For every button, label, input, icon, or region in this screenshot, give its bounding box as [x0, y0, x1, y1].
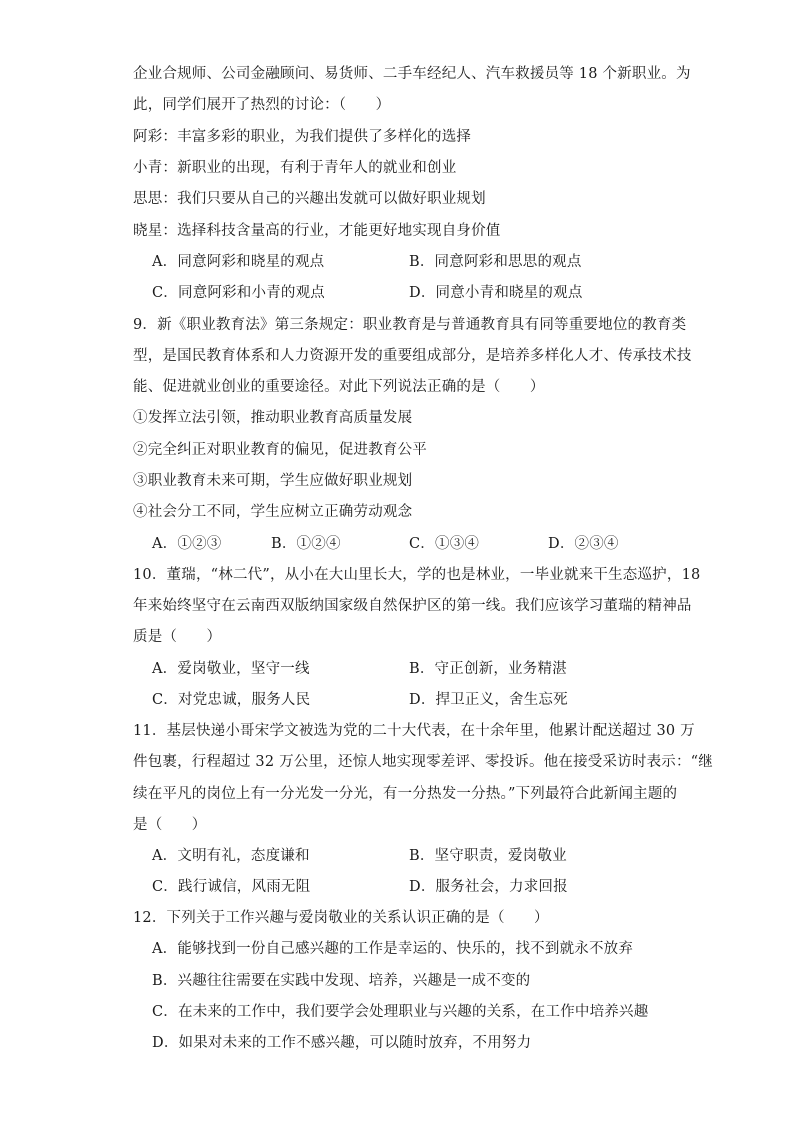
q10-option-b: B．守正创新，业务精湛 [409, 661, 567, 677]
q10-stem-line1: 10．董瑞，“林二代”，从小在大山里长大，学的也是林业，一毕业就来干生态巡护，18 [133, 567, 701, 583]
q9-stem-line1: 9．新《职业教育法》第三条规定：职业教育是与普通教育具有同等重要地位的教育类 [133, 317, 687, 333]
q9-statement-1: ①发挥立法引领，推动职业教育高质量发展 [133, 410, 413, 426]
q8-view-xiaoqing: 小青：新职业的出现，有利于青年人的就业和创业 [133, 160, 457, 176]
q9-statement-4: ④社会分工不同，学生应树立正确劳动观念 [133, 504, 413, 520]
q12-stem-line1: 12．下列关于工作兴趣与爱岗敬业的关系认识正确的是（ ） [133, 910, 549, 926]
q10-option-a: A．爱岗敬业，坚守一线 [152, 661, 310, 677]
q10-option-d: D．捍卫正义，舍生忘死 [409, 692, 568, 708]
q10-stem-line2: 年来始终坚守在云南西双版纳国家级自然保护区的第一线。我们应该学习董瑞的精神品 [133, 598, 692, 614]
q11-stem-line4: 是（ ） [133, 817, 207, 833]
q9-option-d: D．②③④ [548, 536, 619, 552]
q12-option-c: C．在未来的工作中，我们要学会处理职业与兴趣的关系，在工作中培养兴趣 [152, 1004, 649, 1020]
q8-view-acai: 阿彩：丰富多彩的职业，为我们提供了多样化的选择 [133, 129, 472, 145]
q8-stem-line2: 此，同学们展开了热烈的讨论：（ ） [133, 97, 391, 113]
q12-option-a: A．能够找到一份自己感兴趣的工作是幸运的、快乐的，找不到就永不放弃 [152, 941, 634, 957]
q12-option-b: B．兴趣往往需要在实践中发现、培养，兴趣是一成不变的 [152, 973, 531, 989]
q8-view-sisi: 思思：我们只要从自己的兴趣出发就可以做好职业规划 [133, 191, 486, 207]
q8-option-c: C．同意阿彩和小青的观点 [152, 285, 325, 301]
q9-stem-line2: 型，是国民教育体系和人力资源开发的重要组成部分，是培养多样化人才、传承技术技 [133, 348, 692, 364]
q11-stem-line1: 11．基层快递小哥宋学文被选为党的二十大代表，在十余年里，他累计配送超过 30 万 [133, 723, 695, 739]
q10-option-c: C．对党忠诚，服务人民 [152, 692, 311, 708]
q8-option-a: A．同意阿彩和晓星的观点 [152, 254, 325, 270]
q8-option-b: B．同意阿彩和思思的观点 [409, 254, 582, 270]
q10-stem-line3: 质是（ ） [133, 629, 222, 645]
q9-option-a: A．①②③ [152, 536, 222, 552]
q8-view-xiaoxing: 晓星：选择科技含量高的行业，才能更好地实现自身价值 [133, 223, 501, 239]
q8-stem-line1: 企业合规师、公司金融顾问、易货师、二手车经纪人、汽车救援员等 18 个新职业。为 [133, 66, 691, 82]
q11-option-b: B．坚守职责，爱岗敬业 [409, 848, 567, 864]
q9-option-c: C．①③④ [409, 536, 480, 552]
q11-option-d: D．服务社会，力求回报 [409, 879, 568, 895]
q8-option-d: D．同意小青和晓星的观点 [409, 285, 583, 301]
q9-statement-3: ③职业教育未来可期，学生应做好职业规划 [133, 473, 413, 489]
q11-stem-line2: 件包裹，行程超过 32 万公里，还惊人地实现零差评、零投诉。他在接受采访时表示：“继 [133, 754, 713, 770]
q11-option-a: A．文明有礼，态度谦和 [152, 848, 310, 864]
q12-option-d: D．如果对未来的工作不感兴趣，可以随时放弃，不用努力 [152, 1035, 532, 1051]
q9-stem-line3: 能、促进就业创业的重要途径。对此下列说法正确的是（ ） [133, 379, 545, 395]
q11-option-c: C．践行诚信，风雨无阻 [152, 879, 311, 895]
q11-stem-line3: 续在平凡的岗位上有一分光发一分光，有一分热发一分热。”下列最符合此新闻主题的 [133, 786, 678, 802]
q9-statement-2: ②完全纠正对职业教育的偏见，促进教育公平 [133, 442, 427, 458]
q9-option-b: B．①②④ [271, 536, 341, 552]
